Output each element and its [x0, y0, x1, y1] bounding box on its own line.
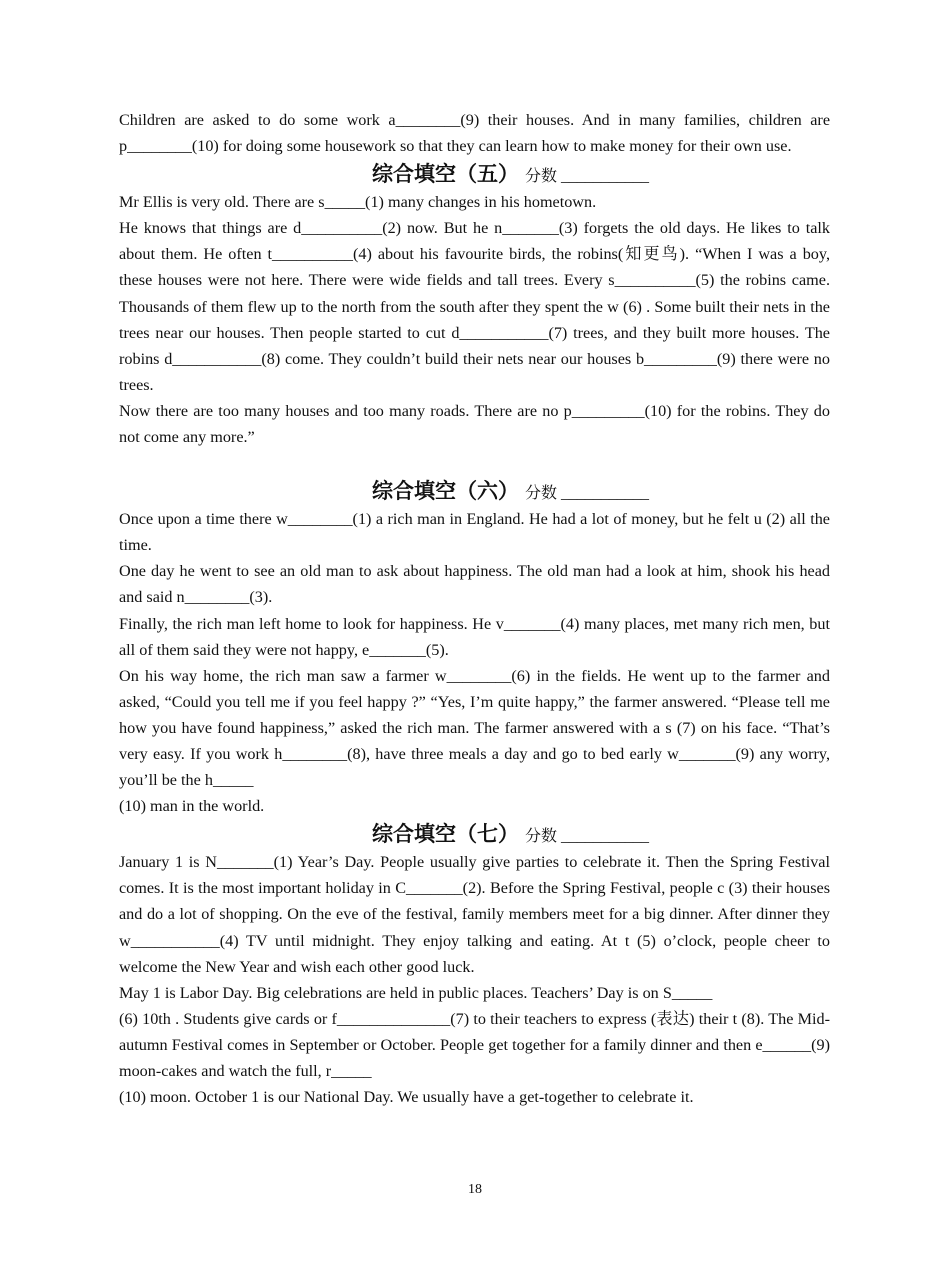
- section-6-paragraph: On his way home, the rich man saw a farmer w________(6) in the fields. He went up to the farmer and asked, “Could you tell me if you feel happy ?” “Yes, I’m quite happy,” the farmer answered. “Please tell me how you have found happiness,” asked the rich man. The farmer answered with a s (7) on his face. “That’s very easy. If you work h________(8), have three meals a day and go to bed early w_______(9) any worry, you’ll be the h_____: [119, 666, 830, 790]
- section-5-title: 综合填空（五）: [371, 162, 519, 187]
- blank-line: [119, 450, 830, 476]
- section-5-paragraph: Mr Ellis is very old. There are s_____(1) many changes in his hometown.: [119, 193, 597, 212]
- section-6-paragraph: One day he went to see an old man to ask about happiness. The old man had a look at him, shook his head and said n________(3).: [119, 562, 830, 607]
- section-6-paragraph: Once upon a time there w________(1) a rich man in England. He had a lot of money, but he felt u (2) all the time.: [119, 510, 830, 555]
- section-5-score-label: 分数: [524, 168, 557, 186]
- section-5-paragraph: Now there are too many houses and too many roads. There are no p_________(10) for the robins. They do not come any more.”: [119, 401, 830, 447]
- page-number: 18: [468, 1182, 482, 1197]
- section-7-score-label: 分数: [524, 828, 557, 846]
- section-7-title: 综合填空（七）: [371, 822, 519, 847]
- section-5-score-blank: ___________: [561, 168, 650, 186]
- section-7-paragraph: (6) 10th . Students give cards or f______________(7) to their teachers to express (表达) their t (8). The Mid-autumn Festival comes in September or October. People get together for a family dinner and then e______(9) moon-cakes and watch the full, r_____: [119, 1009, 830, 1080]
- document-page: [119, 107, 830, 1110]
- section-7-heading: [155, 819, 866, 849]
- section-6-heading: [155, 476, 866, 506]
- section-5-heading: [155, 159, 866, 189]
- section-7-paragraph: (10) moon. October 1 is our National Day. We usually have a get-together to celebrate it.: [119, 1088, 694, 1107]
- intro-paragraph: Children are asked to do some work a________(9) their houses. And in many families, children are p________(10) for doing some housework so that they can learn how to make money for their own use.: [119, 111, 830, 156]
- section-6-paragraph: (10) man in the world.: [119, 797, 265, 816]
- section-7-score-blank: ___________: [561, 828, 650, 846]
- section-6-score-label: 分数: [524, 485, 557, 503]
- section-6-score-blank: ___________: [561, 485, 650, 503]
- section-6-paragraph: Finally, the rich man left home to look for happiness. He v_______(4) many places, met many rich men, but all of them said they were not happy, e_______(5).: [119, 614, 830, 659]
- section-6-title: 综合填空（六）: [371, 479, 519, 504]
- section-7-paragraph: January 1 is N_______(1) Year’s Day. People usually give parties to celebrate it. Then the Spring Festival comes. It is the most important holiday in C_______(2). Before the Spring Festival, people c (3) their houses and do a lot of shopping. On the eve of the festival, family members meet for a big dinner. After dinner they w___________(4) TV until midnight. They enjoy talking and eating. At t (5) o’clock, people cheer to welcome the New Year and wish each other good luck.: [119, 853, 830, 976]
- section-7-paragraph: May 1 is Labor Day. Big celebrations are held in public places. Teachers’ Day is on S_____: [119, 983, 713, 1002]
- section-5-paragraph: He knows that things are d__________(2) now. But he n_______(3) forgets the old days. He likes to talk about them. He often t__________(4) about his favourite birds, the robins(知更鸟). “When I was a boy, these houses were not here. There were wide fields and tall trees. Every s__________(5) the robins came. Thousands of them flew up to the north from the south after they spent the w (6) . Some built their nets in the trees near our houses. Then people started to cut d___________(7) trees, and they built more houses. The robins d___________(8) come. They couldn’t build their nets near our houses b_________(9) there were no trees.: [119, 219, 830, 394]
